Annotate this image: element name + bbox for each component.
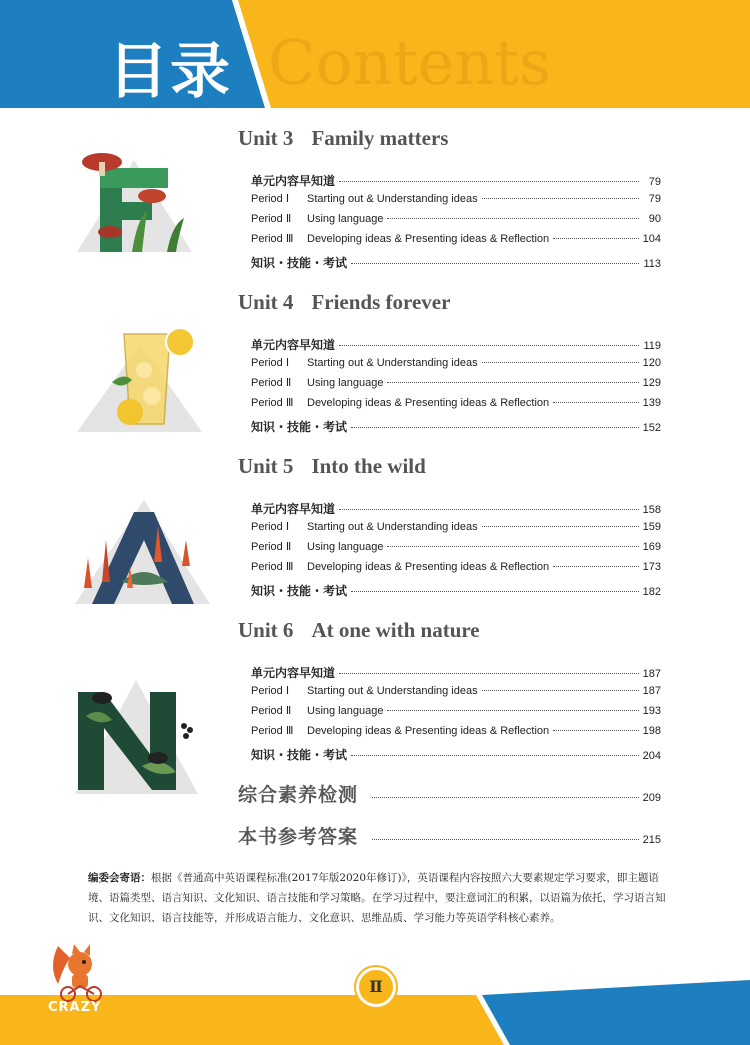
page-ref: 113 (643, 258, 661, 270)
page-ref: 198 (642, 725, 661, 737)
period-label: Period Ⅰ (251, 357, 290, 369)
dot-leader (553, 402, 638, 403)
period-label: Period Ⅰ (251, 685, 290, 697)
page-ref: 119 (643, 340, 661, 352)
unit-number: Unit 4 (238, 290, 294, 314)
entry-label: 单元内容早知道 (251, 666, 336, 680)
period-label: Period Ⅱ (251, 213, 292, 225)
page-ref: 120 (642, 357, 661, 369)
letter-r-lemonade-art (72, 320, 207, 440)
toc-entry-period[interactable] (251, 684, 661, 697)
toc-entry-test[interactable] (251, 746, 661, 763)
page-ref: 204 (642, 750, 661, 762)
dot-leader (482, 690, 639, 691)
letter-a-flower-art (72, 492, 212, 612)
period-desc: Starting out & Understanding ideas (307, 685, 478, 697)
dot-leader (372, 839, 639, 840)
period-label: Period Ⅲ (251, 725, 294, 737)
period-desc: Starting out & Understanding ideas (307, 521, 478, 533)
page-title-cn: 目录 (108, 37, 232, 107)
dot-leader (339, 181, 639, 182)
period-label: Period Ⅲ (251, 233, 294, 245)
page-ref: 187 (642, 668, 661, 680)
period-desc: Starting out & Understanding ideas (307, 193, 478, 205)
dot-leader (351, 755, 639, 756)
unit-number: Unit 5 (238, 454, 294, 478)
dot-leader (339, 345, 639, 346)
page-ref: 104 (642, 233, 661, 245)
period-desc: Using language (307, 213, 384, 225)
page-title-en: Contents (268, 26, 551, 99)
letter-n-bird-art (72, 676, 207, 801)
page-number: Ⅱ (356, 967, 396, 1007)
page-ref: 139 (642, 397, 661, 409)
unit-heading (238, 126, 448, 151)
toc-entry-period[interactable] (251, 396, 661, 409)
unit-name: At one with nature (311, 618, 480, 642)
dot-leader (553, 730, 638, 731)
toc-entry-test[interactable] (251, 254, 661, 271)
dot-leader (351, 591, 639, 592)
period-desc: Developing ideas & Presenting ideas & Reflection (307, 561, 550, 573)
period-desc: Using language (307, 377, 384, 389)
period-label: Period Ⅱ (251, 705, 292, 717)
page-ref: 159 (642, 521, 661, 533)
entry-label: 单元内容早知道 (251, 502, 336, 516)
page-ref: 79 (648, 193, 661, 205)
dot-leader (339, 509, 639, 510)
entry-label: 综合素养检测 (238, 784, 359, 806)
page-ref: 209 (642, 792, 661, 804)
page-ref: 169 (642, 541, 661, 553)
dot-leader (351, 427, 639, 428)
page-ref: 129 (642, 377, 661, 389)
unit-name: Friends forever (311, 290, 451, 314)
dot-leader (387, 218, 639, 219)
toc-entry-intro[interactable] (251, 664, 661, 681)
unit-name: Family matters (311, 126, 449, 150)
toc-entry-period[interactable] (251, 356, 661, 369)
toc-entry-test[interactable] (251, 582, 661, 599)
period-desc: Using language (307, 541, 384, 553)
entry-label: 单元内容早知道 (251, 174, 336, 188)
logo-text: CRAZY (48, 1000, 102, 1015)
toc-entry-period[interactable] (251, 704, 661, 717)
page-ref: 173 (642, 561, 661, 573)
unit-name: Into the wild (311, 454, 426, 478)
dot-leader (482, 526, 639, 527)
dot-leader (372, 797, 639, 798)
toc-entry-period[interactable] (251, 376, 661, 389)
page-ref: 182 (642, 586, 661, 598)
toc-entry-comprehensive-test[interactable] (238, 780, 661, 807)
letter-f-mushroom-art (72, 140, 202, 260)
toc-entry-period[interactable] (251, 192, 661, 205)
toc-entry-answer-key[interactable] (238, 822, 661, 849)
entry-label: 知识・技能・考试 (251, 256, 348, 270)
page-ref: 79 (648, 176, 661, 188)
entry-label: 本书参考答案 (238, 826, 359, 848)
page-ref: 152 (642, 422, 661, 434)
dot-leader (553, 238, 638, 239)
period-desc: Developing ideas & Presenting ideas & Reflection (307, 397, 550, 409)
dot-leader (387, 546, 638, 547)
period-label: Period Ⅲ (251, 561, 294, 573)
entry-label: 知识・技能・考试 (251, 748, 348, 762)
unit-number: Unit 3 (238, 126, 294, 150)
toc-entry-period[interactable] (251, 560, 661, 573)
period-label: Period Ⅱ (251, 377, 292, 389)
period-label: Period Ⅰ (251, 193, 290, 205)
dot-leader (482, 198, 639, 199)
page-ref: 187 (642, 685, 661, 697)
editor-note-text: 根据《普通高中英语课程标准(2017年版2020年修订)》，英语课程内容按照六大要素规定学习要求，即主题语境、语篇类型、语言知识、文化知识、语言技能和学习策略。在学习过程中，要注意词汇的积累，以语篇为依托，学习语言知识、文化知识、语言技能等，并形成语言能力、文化意识、思维品质、学习能力等英语学科核心素养。 (88, 872, 666, 924)
page-ref: 215 (642, 834, 661, 846)
period-desc: Using language (307, 705, 384, 717)
period-label: Period Ⅲ (251, 397, 294, 409)
unit-number: Unit 6 (238, 618, 294, 642)
dot-leader (482, 362, 639, 363)
dot-leader (351, 263, 639, 264)
page-ref: 158 (642, 504, 661, 516)
entry-label: 单元内容早知道 (251, 338, 336, 352)
toc-entry-period[interactable] (251, 232, 661, 245)
toc-entry-period[interactable] (251, 724, 661, 737)
page-ref: 90 (648, 213, 661, 225)
editor-note-label: 编委会寄语： (88, 872, 151, 884)
toc-entry-period[interactable] (251, 212, 661, 225)
period-label: Period Ⅰ (251, 521, 290, 533)
toc-entry-period[interactable] (251, 520, 661, 533)
period-label: Period Ⅱ (251, 541, 292, 553)
toc-entry-period[interactable] (251, 540, 661, 553)
page-ref: 193 (642, 705, 661, 717)
dot-leader (387, 382, 638, 383)
period-desc: Developing ideas & Presenting ideas & Reflection (307, 233, 550, 245)
entry-label: 知识・技能・考试 (251, 420, 348, 434)
period-desc: Starting out & Understanding ideas (307, 357, 478, 369)
editor-note (88, 868, 668, 928)
footer-blue-band (482, 980, 750, 1045)
toc-entry-intro[interactable] (251, 500, 661, 517)
dot-leader (339, 673, 639, 674)
unit-heading (238, 290, 450, 315)
dot-leader (553, 566, 638, 567)
toc-entry-intro[interactable] (251, 336, 661, 353)
period-desc: Developing ideas & Presenting ideas & Reflection (307, 725, 550, 737)
unit-heading (238, 454, 426, 479)
toc-entry-intro[interactable] (251, 172, 661, 189)
toc-entry-test[interactable] (251, 418, 661, 435)
entry-label: 知识・技能・考试 (251, 584, 348, 598)
dot-leader (387, 710, 638, 711)
unit-heading (238, 618, 480, 643)
